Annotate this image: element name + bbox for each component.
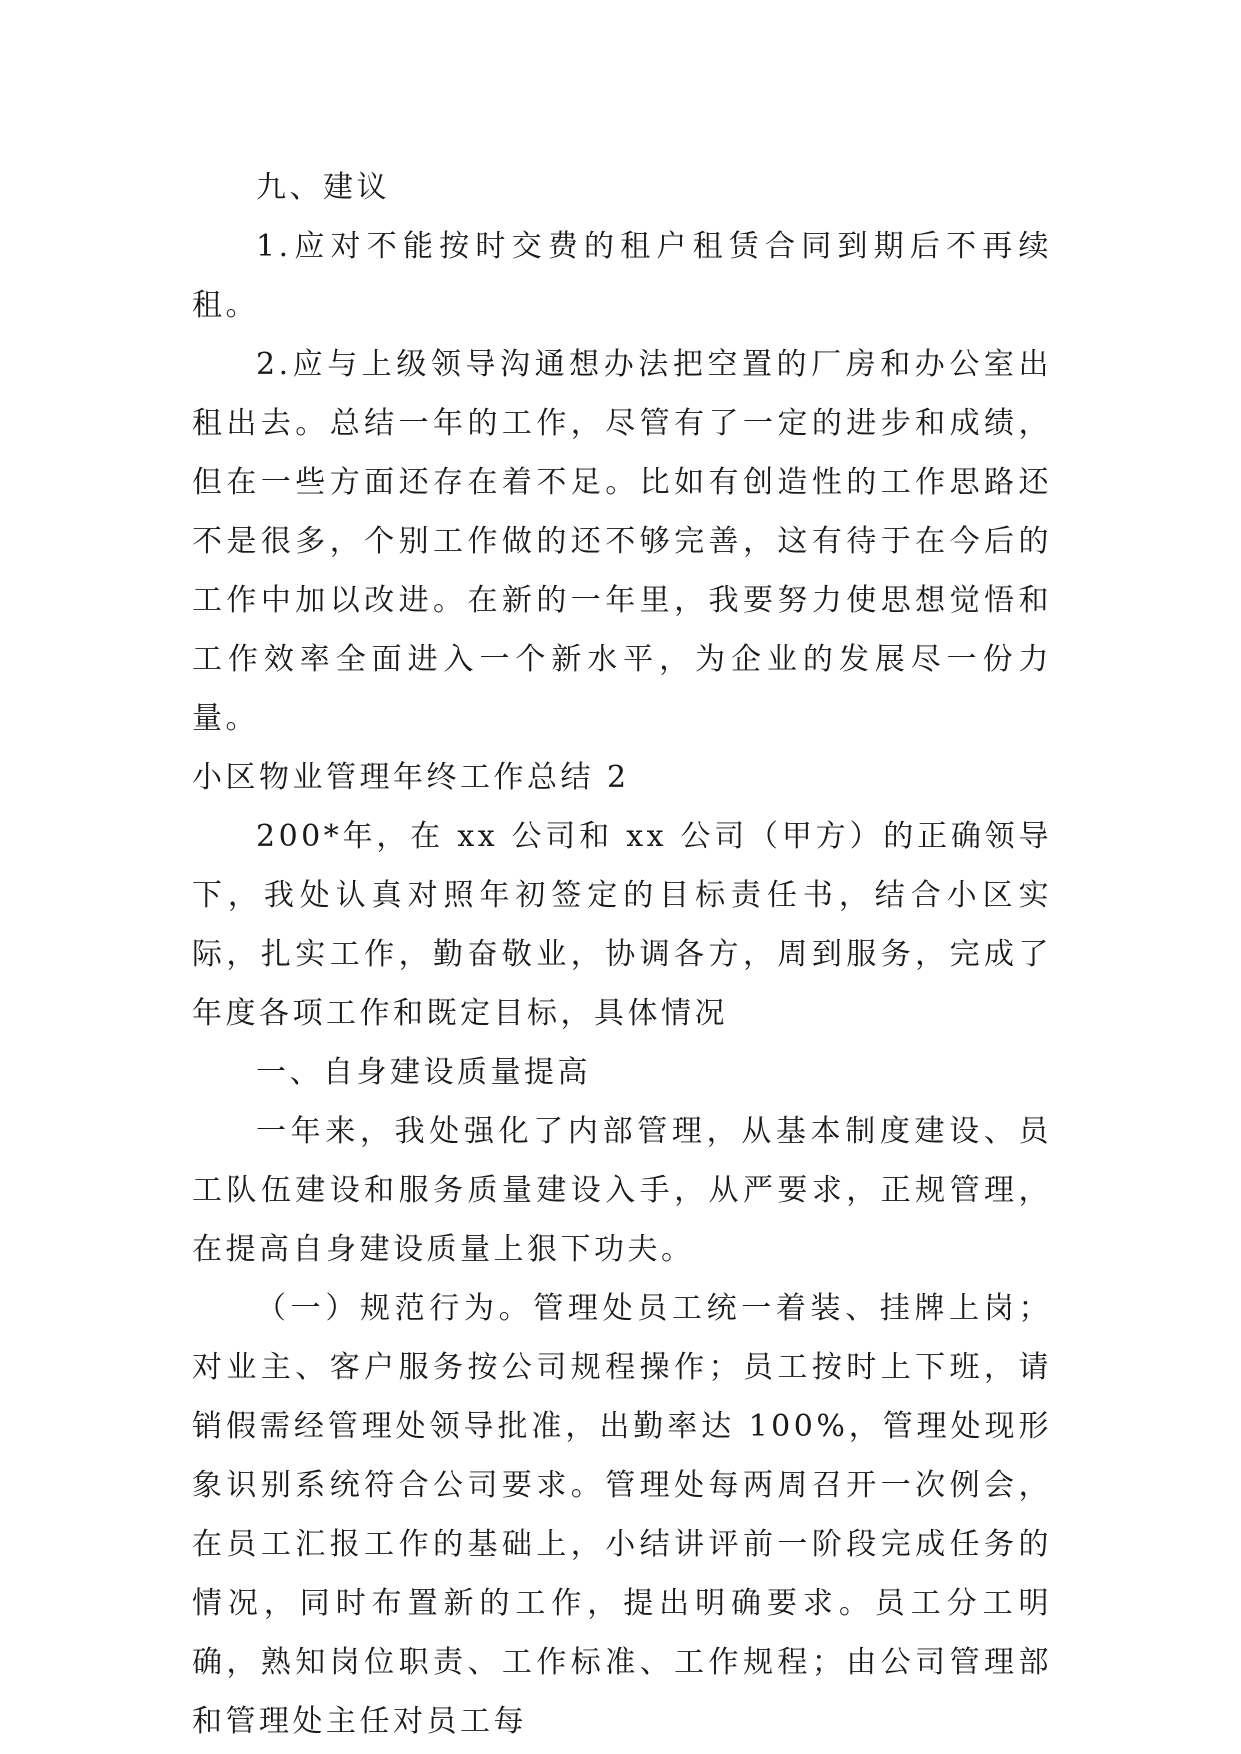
document-title: 小区物业管理年终工作总结 2	[192, 760, 630, 795]
suggestion-item-1: 1.应对不能按时交费的租户租赁合同到期后不再续租。	[192, 229, 1052, 323]
intro-paragraph: 200*年，在 xx 公司和 xx 公司（甲方）的正确领导下，我处认真对照年初签定的目标责任书，结合小区实际，扎实工作，勤奋敬业，协调各方，周到服务，完成了年度各项工作和既定目标，具体情况	[192, 819, 1052, 1031]
body-paragraph: 一年来，我处强化了内部管理，从基本制度建设、员工队伍建设和服务质量建设入手，从严要求，正规管理，在提高自身建设质量上狠下功夫。	[192, 1114, 1052, 1267]
body-paragraph-standard-behavior: （一）规范行为。管理处员工统一着装、挂牌上岗；对业主、客户服务按公司规程操作；员工按时上下班，请销假需经管理处领导批准，出勤率达 100%，管理处现形象识别系统符合公司要求。管理处每两周召开一次例会，在员工汇报工作的基础上，小结讲评前一阶段完成任务的情况，同时布置新的工作，提出明确要求。员工分工明确，熟知岗位职责、工作标准、工作规程；由公司管理部和管理处主任对员工每	[192, 1291, 1052, 1739]
section-heading-self-construction: 一、自身建设质量提高	[256, 1055, 591, 1090]
suggestion-item-2: 2.应与上级领导沟通想办法把空置的厂房和办公室出租出去。总结一年的工作，尽管有了一定的进步和成绩，但在一些方面还存在着不足。比如有创造性的工作思路还不是很多，个别工作做的还不够完善，这有待于在今后的工作中加以改进。在新的一年里，我要努力使思想觉悟和工作效率全面进入一个新水平，为企业的发展尽一份力量。	[192, 347, 1052, 736]
document-body	[192, 158, 1052, 1751]
section-heading-suggestions: 九、建议	[256, 170, 390, 205]
